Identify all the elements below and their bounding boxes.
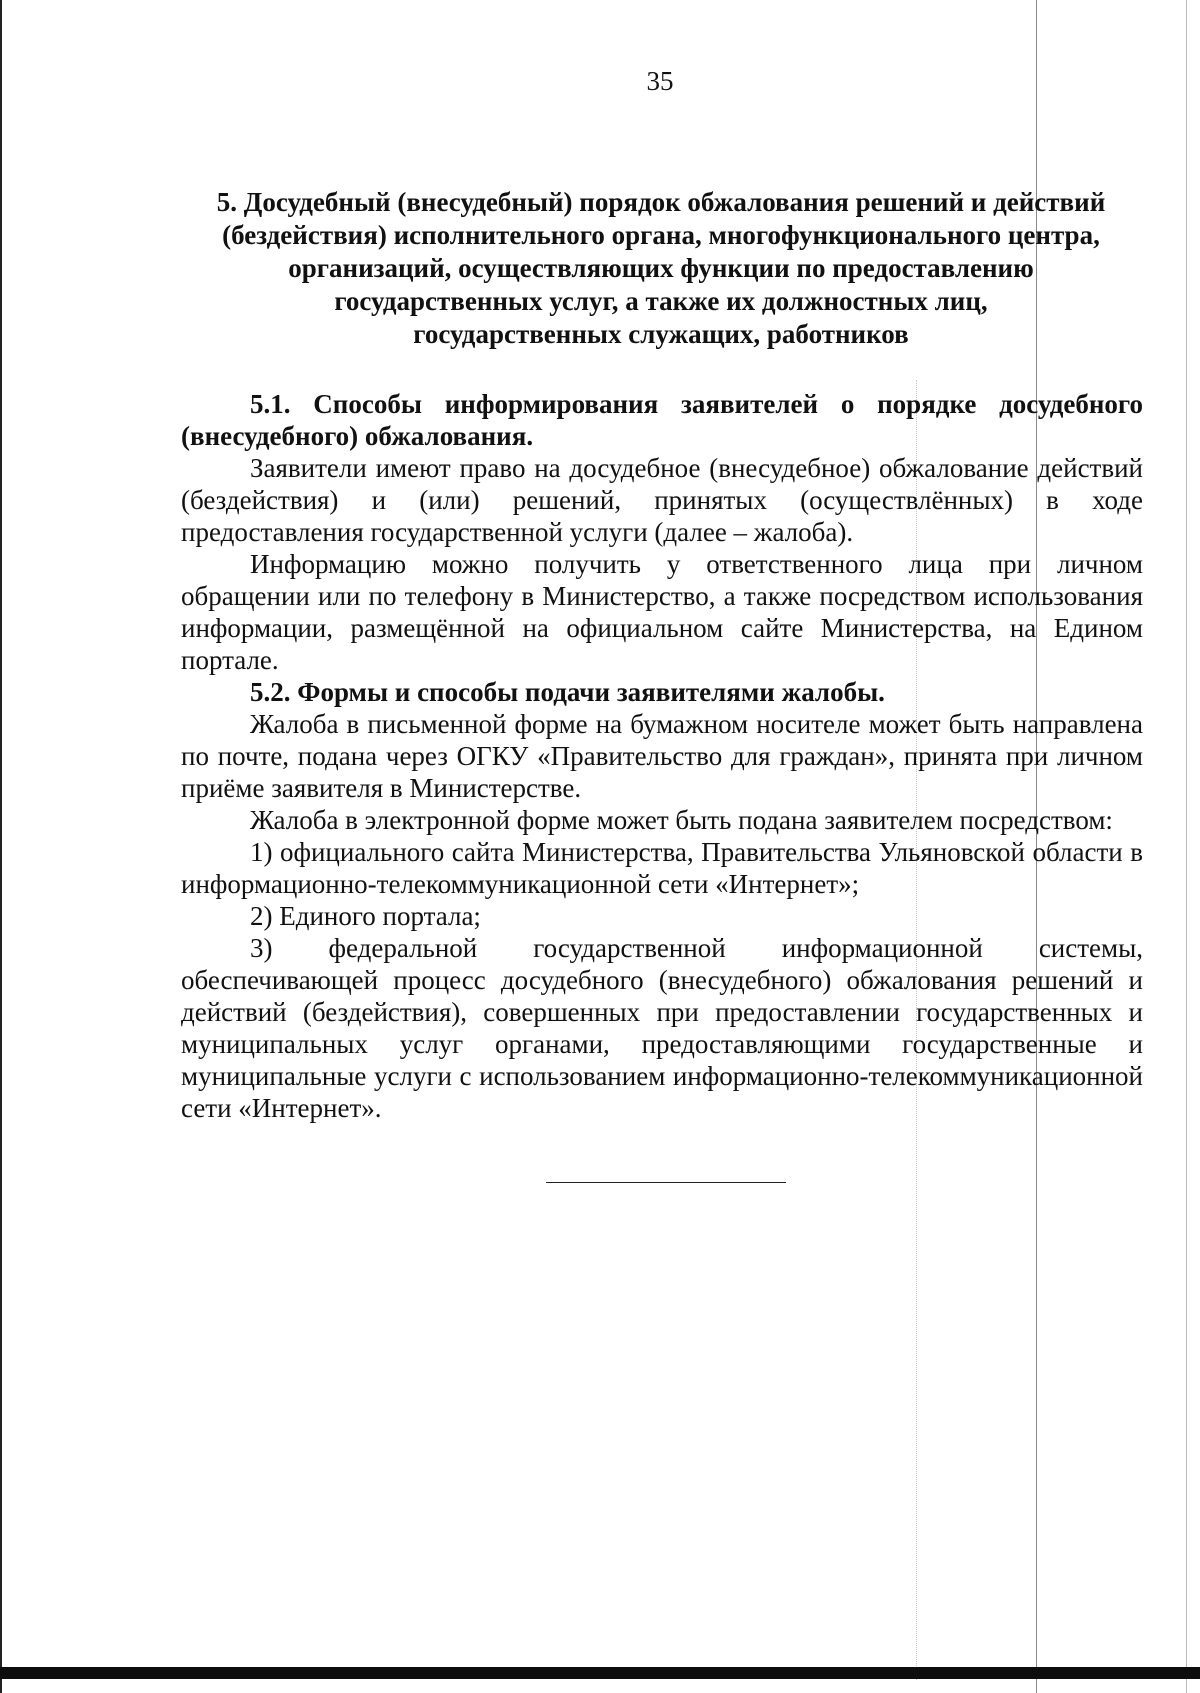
section-title-line: 5. Досудебный (внесудебный) порядок обжалования решений и действий: [216, 187, 1106, 217]
scan-left-edge: [0, 0, 2, 1693]
scan-bottom-band: [0, 1667, 1200, 1679]
section-title-line: государственных служащих, работников: [413, 319, 909, 349]
section-title-line: (бездействия) исполнительного органа, многофункционального центра,: [222, 220, 1100, 250]
scan-artifact-line: [1186, 0, 1187, 1693]
subsection-heading: 5.1. Способы информирования заявителей о порядке досудебного (внесудебного) обжалования.: [181, 389, 1143, 451]
page-number: 35: [646, 66, 674, 96]
list-item: 1) официального сайта Министерства, Правительства Ульяновской области в информационно-телекоммуникационной сети «Интернет»;: [181, 837, 1143, 899]
paragraph: Информацию можно получить у ответственного лица при личном обращении или по телефону в Министерство, а также посредством использования информации, размещённой на официальном сайте Министерства, на Едином портале.: [181, 549, 1143, 675]
list-item: 2) Единого портала;: [250, 901, 481, 931]
paragraph: Заявители имеют право на досудебное (внесудебное) обжалование действий (бездействия) и (или) решений, принятых (осуществлённых) в ходе предоставления государственной услуги (далее – жалоба).: [181, 453, 1143, 547]
list-item: 3) федеральной государственной информационной системы, обеспечивающей процесс досудебного (внесудебного) обжалования решений и действий (бездействия), совершенных при предоставлении государственных и муниципальных услуг органами, предоставляющими государственные и муниципальные услуги с использованием информационно-телекоммуникационной сети «Интернет».: [181, 933, 1143, 1123]
section-title: [180, 186, 1142, 351]
section-title-line: организаций, осуществляющих функции по предоставлению: [288, 253, 1034, 283]
section-title-line: государственных услуг, а также их должностных лиц,: [334, 286, 988, 316]
end-of-section-rule: [546, 1182, 786, 1183]
paragraph: Жалоба в электронной форме может быть подана заявителем посредством:: [250, 805, 1113, 835]
paragraph: Жалоба в письменной форме на бумажном носителе может быть направлена по почте, подана через ОГКУ «Правительство для граждан», принята при личном приёме заявителя в Министерстве.: [181, 709, 1143, 803]
document-body: [181, 388, 1143, 1124]
subsection-heading: 5.2. Формы и способы подачи заявителями жалобы.: [250, 677, 885, 707]
